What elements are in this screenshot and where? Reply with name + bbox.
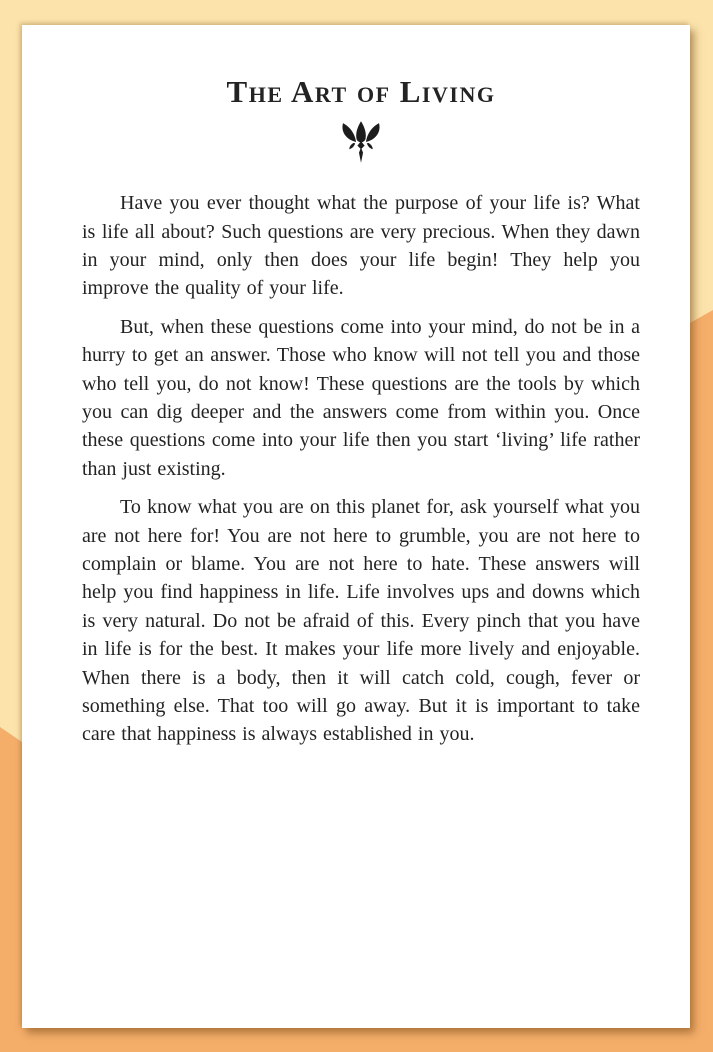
paragraph: To know what you are on this planet for, ask yourself what you are not here for! You are not here to grumble, you are not here to complain or blame. You are not here to hate. These answers will help you find happiness in life. Life involves ups and downs which is very natural. Do not be afraid of this. Every pinch that you have in life is for the best. It makes your life more lively and enjoyable. When there is a body, then it will catch cold, cough, fever or something else. That too will go away. But it is important to take care that happiness is always established in you. [82,496,640,746]
body-text [82,189,640,749]
paragraph: Have you ever thought what the purpose of your life is? What is life all about? Such questions are very precious. When they dawn in your mind, only then does your life begin! They help you improve the quality of your life. [82,192,640,300]
lotus-ornament-icon [82,119,640,167]
chapter-title: The Art of Living [226,74,496,109]
book-page [22,25,690,1028]
paragraph: But, when these questions come into your mind, do not be in a hurry to get an answer. Those who know will not tell you and those who tell you, do not know! These questions are the tools by which you can dig deeper and the answers come from within you. Once these questions come into your life then you start ‘living’ life rather than just existing. [82,315,640,480]
